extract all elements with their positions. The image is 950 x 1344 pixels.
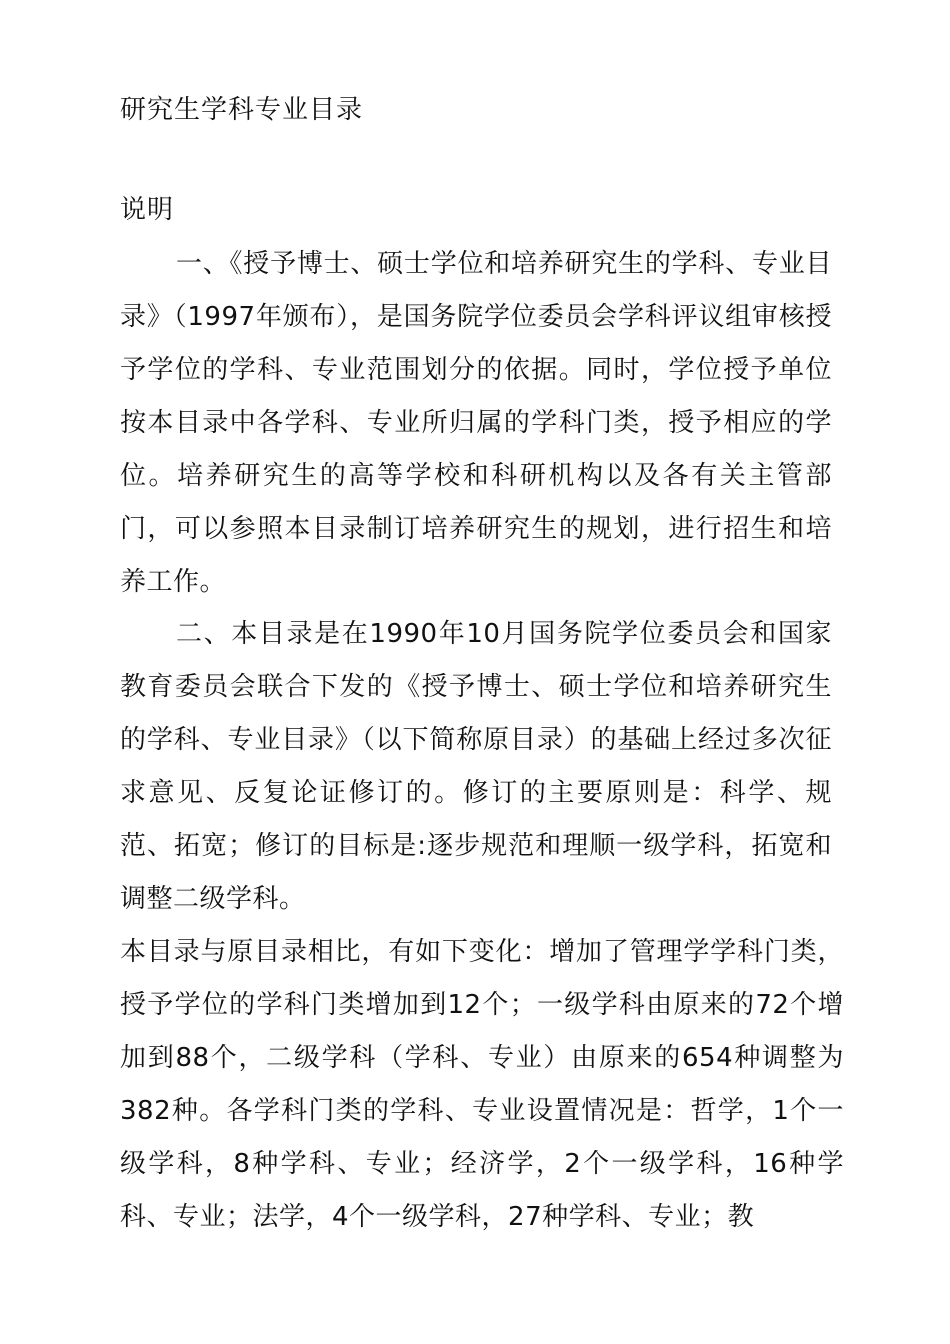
paragraph-1: 一、《授予博士、硕士学位和培养研究生的学科、专业目录》（1997年颁布），是国务院学位委员会学科评议组审核授予学位的学科、专业范围划分的依据。同时，学位授予单位按本目录中各学科、专业所归属的学科门类，授予相应的学位。培养研究生的高等学校和科研机构以及各有关主管部门，可以参照本目录制订培养研究生的规划，进行招生和培养工作。 (120, 249, 832, 597)
paragraph-2: 二、本目录是在1990年10月国务院学位委员会和国家教育委员会联合下发的《授予博士、硕士学位和培养研究生的学科、专业目录》（以下简称原目录）的基础上经过多次征求意见、反复论证修订的。修订的主要原则是：科学、规范、拓宽；修订的目标是:逐步规范和理顺一级学科，拓宽和调整二级学科。 (120, 619, 832, 914)
section-label: 说明 (120, 195, 175, 225)
document-title: 研究生学科专业目录 (120, 95, 364, 125)
paragraph-3: 本目录与原目录相比，有如下变化：增加了管理学学科门类，授予学位的学科门类增加到12个；一级学科由原来的72个增加到88个，二级学科（学科、专业）由原来的654种调整为382种。各学科门类的学科、专业设置情况是：哲学，1个一级学科，8种学科、专业；经济学，2个一级学科，16种学科、专业；法学，4个一级学科，27种学科、专业；教 (120, 937, 844, 1232)
